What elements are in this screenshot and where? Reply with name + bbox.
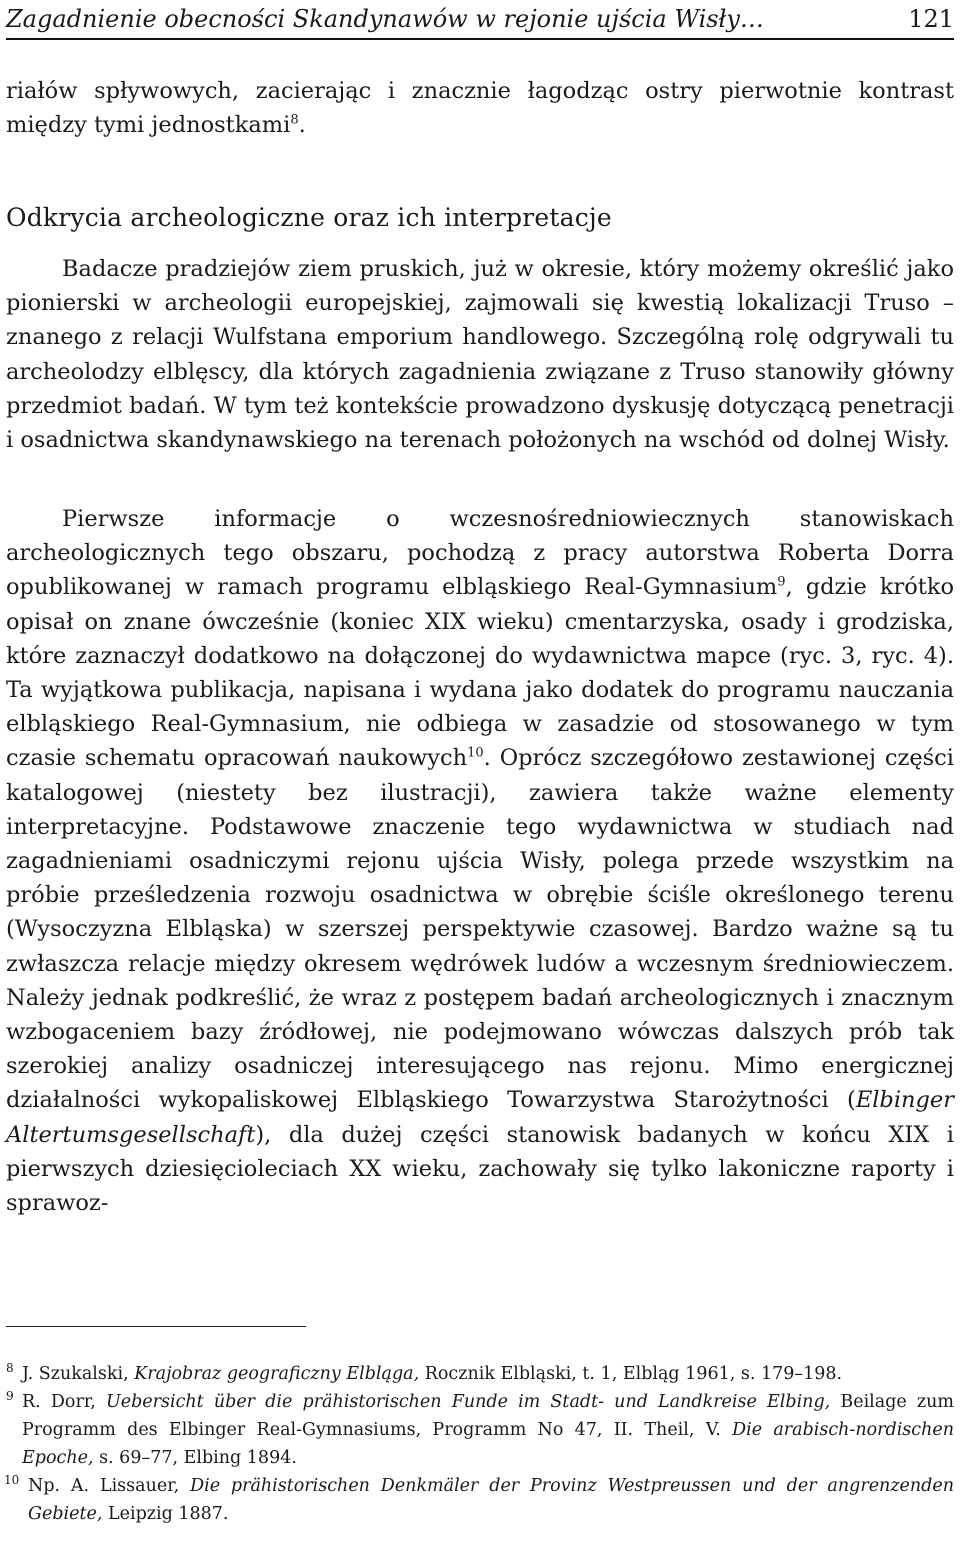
section-heading: Odkrycia archeologiczne oraz ich interpretacje bbox=[6, 203, 612, 232]
footnote-italic: Die prähistorischen Denkmäler der Provinz Westpreussen und der angrenzenden Gebiete, bbox=[28, 1476, 954, 1524]
document-page bbox=[6, 0, 954, 1542]
footnote-ref-9[interactable]: 9 bbox=[777, 574, 786, 590]
paragraph-2-text-d: ), dla dużej części stanowisk badanych w końcu XIX i pierwszych dziesięcioleciach XX wieku, zachowały się tylko lakoniczne raporty i sprawoz- bbox=[6, 1121, 954, 1217]
paragraph-2-text-c: . Oprócz szczegółowo zestawionej części katalogowej (niestety bez ilustracji), zawiera także ważne elementy interpretacyjne. Podstawowe znaczenie tego wydawnictwa w studiach nad zagadnieniami osadniczymi rejonu ujścia Wisły, polega przede wszystkim na próbie prześledzenia rozwoju osadnictwa w obrębie ściśle określonego terenu (Wysoczyzna Elbląska) w szerszej perspektywie czasowej. Bardzo ważne są tu zwłaszcza relacje między okresem wędrówek ludów a wczesnym średniowieczem. Należy jednak podkreślić, że wraz z postępem badań archeologicznych i znacznym wzbogaceniem bazy źródłowej, nie podejmowano wówczas dalszych prób tak szerokiej analizy osadniczej interesującego nas rejonu. Mimo energicznej działalności wykopaliskowej Elbląskiego Towarzystwa Starożytności ( bbox=[6, 745, 954, 1114]
paragraph-1 bbox=[6, 252, 954, 457]
footnote-number: 8 bbox=[6, 1361, 14, 1375]
footnote-italic: Die arabisch-nordischen Epoche, bbox=[22, 1420, 954, 1468]
paragraph-1-text: Badacze pradziejów ziem pruskich, już w okresie, który możemy określić jako pionierski w archeologii europejskiej, zajmowali się kwestią lokalizacji Truso – znanego z relacji Wulfstana emporium handlowego. Szczególną rolę odgrywali tu archeolodzy elblęscy, dla których zagadnienia związane z Truso stanowiły główny przedmiot badań. W tym też kontekście prowadzono dyskusję dotyczącą penetracji i osadnictwa skandynawskiego na terenach położonych na wschód od dolnej Wisły. bbox=[6, 256, 954, 454]
intro-end: . bbox=[298, 112, 306, 139]
footnote-italic: Krajobraz geograficzny Elbląga, bbox=[134, 1364, 420, 1384]
footnote-number: 9 bbox=[6, 1389, 14, 1403]
intro-paragraph bbox=[6, 74, 954, 142]
footnote-text: Leipzig 1887. bbox=[102, 1504, 229, 1524]
footnote-10 bbox=[6, 1472, 954, 1528]
footnote-text: J. Szukalski, bbox=[22, 1364, 135, 1384]
running-title: Zagadnienie obecności Skandynawów w rejonie ujścia Wisły… bbox=[6, 5, 764, 33]
running-header bbox=[6, 2, 954, 40]
footnote-ref-10[interactable]: 10 bbox=[467, 745, 484, 761]
paragraph-2-text-a: Pierwsze informacje o wczesnośredniowiecznych stanowiskach archeologicznych tego obszaru, pochodzą z pracy autorstwa Roberta Dorra opublikowanej w ramach programu elbląskiego Real-Gymnasium bbox=[6, 506, 954, 601]
page-number: 121 bbox=[908, 5, 954, 33]
intro-text: riałów spływowych, zacierając i znacznie łagodząc ostry pierwotnie kontrast między tymi jednostkami bbox=[6, 78, 954, 139]
footnote-8 bbox=[6, 1360, 954, 1388]
footnote-italic: Uebersicht über die prähistorischen Funde im Stadt- und Landkreise Elbing, bbox=[105, 1392, 831, 1412]
footnote-text: Np. A. Lissauer, bbox=[28, 1476, 191, 1496]
footnote-number: 10 bbox=[4, 1473, 20, 1487]
footnote-text: Beilage zum Programm des Elbinger Real-Gymnasiums, Programm No 47, II. Theil, V. bbox=[22, 1392, 954, 1440]
paragraph-2-text-b: , gdzie krótko opisał on znane ówcześnie (koniec XIX wieku) cmentarzyska, osady i grodziska, które zaznaczył dodatkowo na dołączonej do wydawnictwa mapce (ryc. 3, ryc. 4). Ta wyjątkowa publikacja, napisana i wydana jako dodatek do programu nauczania elbląskiego Real-Gymnasium, nie odbiega w zasadzie od stosowanego w tym czasie schematu opracowań naukowych bbox=[6, 574, 955, 772]
footnote-ref-8[interactable]: 8 bbox=[290, 112, 299, 128]
footnote-divider bbox=[6, 1326, 306, 1327]
paragraph-2 bbox=[6, 502, 954, 1220]
paragraph-2-italic-term: Elbinger Altertumsgesellschaft bbox=[6, 1087, 954, 1148]
footnotes bbox=[6, 1360, 954, 1528]
footnote-text: Rocznik Elbląski, t. 1, Elbląg 1961, s. 179–198. bbox=[419, 1364, 843, 1384]
footnote-text: s. 69–77, Elbing 1894. bbox=[93, 1448, 297, 1468]
footnote-9 bbox=[6, 1388, 954, 1472]
footnote-text: R. Dorr, bbox=[22, 1392, 106, 1412]
